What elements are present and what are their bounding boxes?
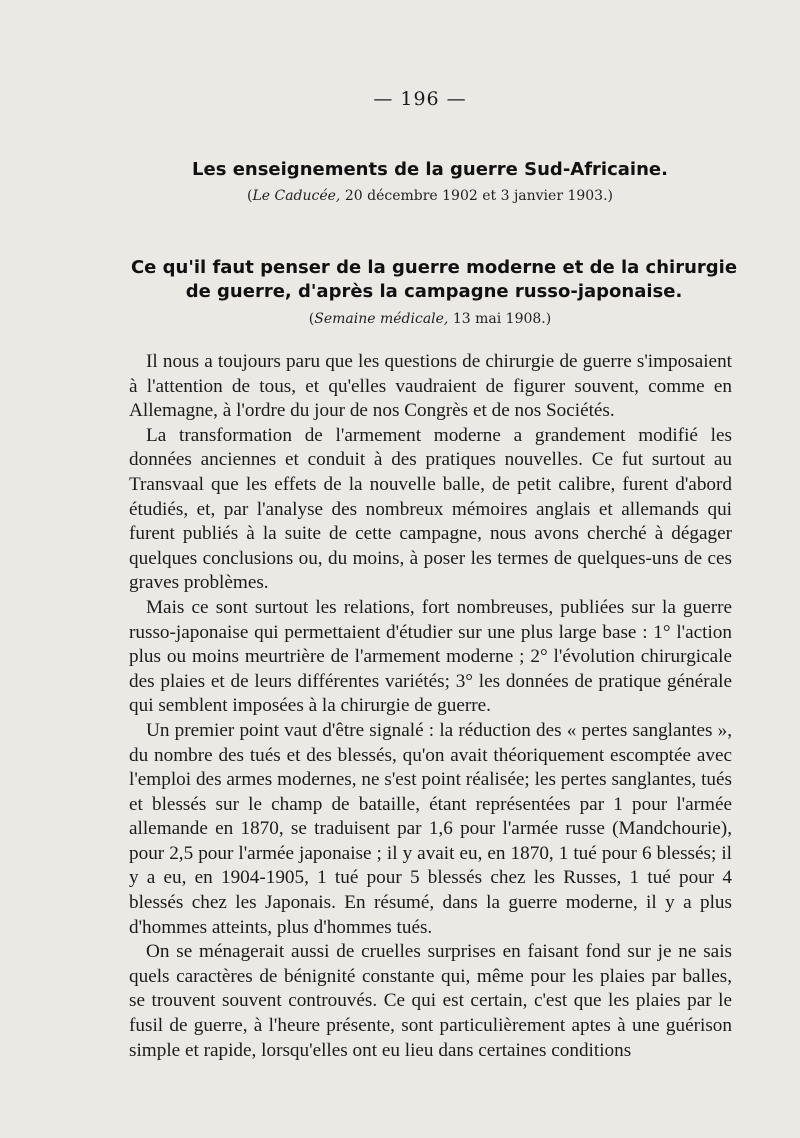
article-source-1: (Le Caducée, 20 décembre 1902 et 3 janvier 1903.) [246, 188, 614, 204]
article-title-1: Les enseignements de la guerre Sud-Africaine. [192, 159, 668, 180]
source-dates-1: 20 décembre 1902 et 3 janvier 1903.) [340, 188, 614, 204]
paragraph: On se ménagerait aussi de cruelles surprises en faisant fond sur je ne sais quels caractères de bénignité constante qui, même pour les plaies par balles, se trouvent souvent controuvés. Ce qui est certain, c'est que les plaies par le fusil de guerre, à l'heure présente, sont particulièrement aptes à une guérison simple et rapide, lorsqu'elles ont eu lieu dans certaines conditions [129, 941, 732, 1061]
source-journal-2: Semaine médicale, [314, 311, 449, 327]
source-journal-1: Le Caducée, [252, 188, 341, 204]
article-title-2-line-2: de guerre, d'après la campagne russo-japonaise. [185, 281, 683, 302]
paragraph: Un premier point vaut d'être signalé : la réduction des « pertes sanglantes », du nombre des tués et des blessés, qu'on avait théoriquement escomptée avec l'emploi des armes modernes, ne s'est point réalisée; les pertes sanglantes, tués et blessés sur le champ de bataille, étant représentées par 1 pour l'armée allemande en 1870, se traduisent par 1,6 pour l'armée russe (Mandchourie), pour 2,5 pour l'armée japonaise ; il y avait eu, en 1870, 1 tué pour 6 blessés; il y a eu, en 1904-1905, 1 tué pour 5 blessés chez les Russes, 1 tué pour 4 blessés chez les Japonais. En résumé, dans la guerre moderne, il y a plus d'hommes atteints, plus d'hommes tués. [129, 719, 732, 938]
paragraph: Mais ce sont surtout les relations, fort nombreuses, publiées sur la guerre russo-japonaise qui permettaient d'étudier sur une plus large base : 1° l'action plus ou moins meurtrière de l'armement moderne ; 2° l'évolution chirurgicale des plaies et de leurs différentes variétés; 3° les données de pratique générale qui semblent imposées à la chirurgie de guerre. [129, 596, 732, 717]
paragraph: La transformation de l'armement moderne a grandement modifié les données anciennes et conduit à des pratiques nouvelles. Ce fut surtout au Transvaal que les effets de la nouvelle balle, de petit calibre, furent d'abord étudiés, et, par l'analyse des nombreux mémoires anglais et allemands qui furent publiés à la suite de cette campagne, nous avons cherché à dégager quelques conclusions ou, du moins, à poser les termes de quelques-uns de ces graves problèmes. [129, 424, 732, 594]
article-source-2: (Semaine médicale, 13 mai 1908.) [308, 311, 552, 327]
article-title-2 [34, 256, 800, 304]
source-dates-2: 13 mai 1908.) [448, 311, 552, 327]
article-title-2-line-1: Ce qu'il faut penser de la guerre moderne et de la chirurgie [130, 257, 738, 278]
page-number: — 196 — [373, 88, 467, 110]
body-text [129, 350, 732, 1063]
paragraph: Il nous a toujours paru que les questions de chirurgie de guerre s'imposaient à l'attention de tous, et qu'elles vaudraient de figurer souvent, comme en Allemagne, à l'ordre du jour de nos Congrès et de nos Sociétés. [129, 351, 732, 422]
